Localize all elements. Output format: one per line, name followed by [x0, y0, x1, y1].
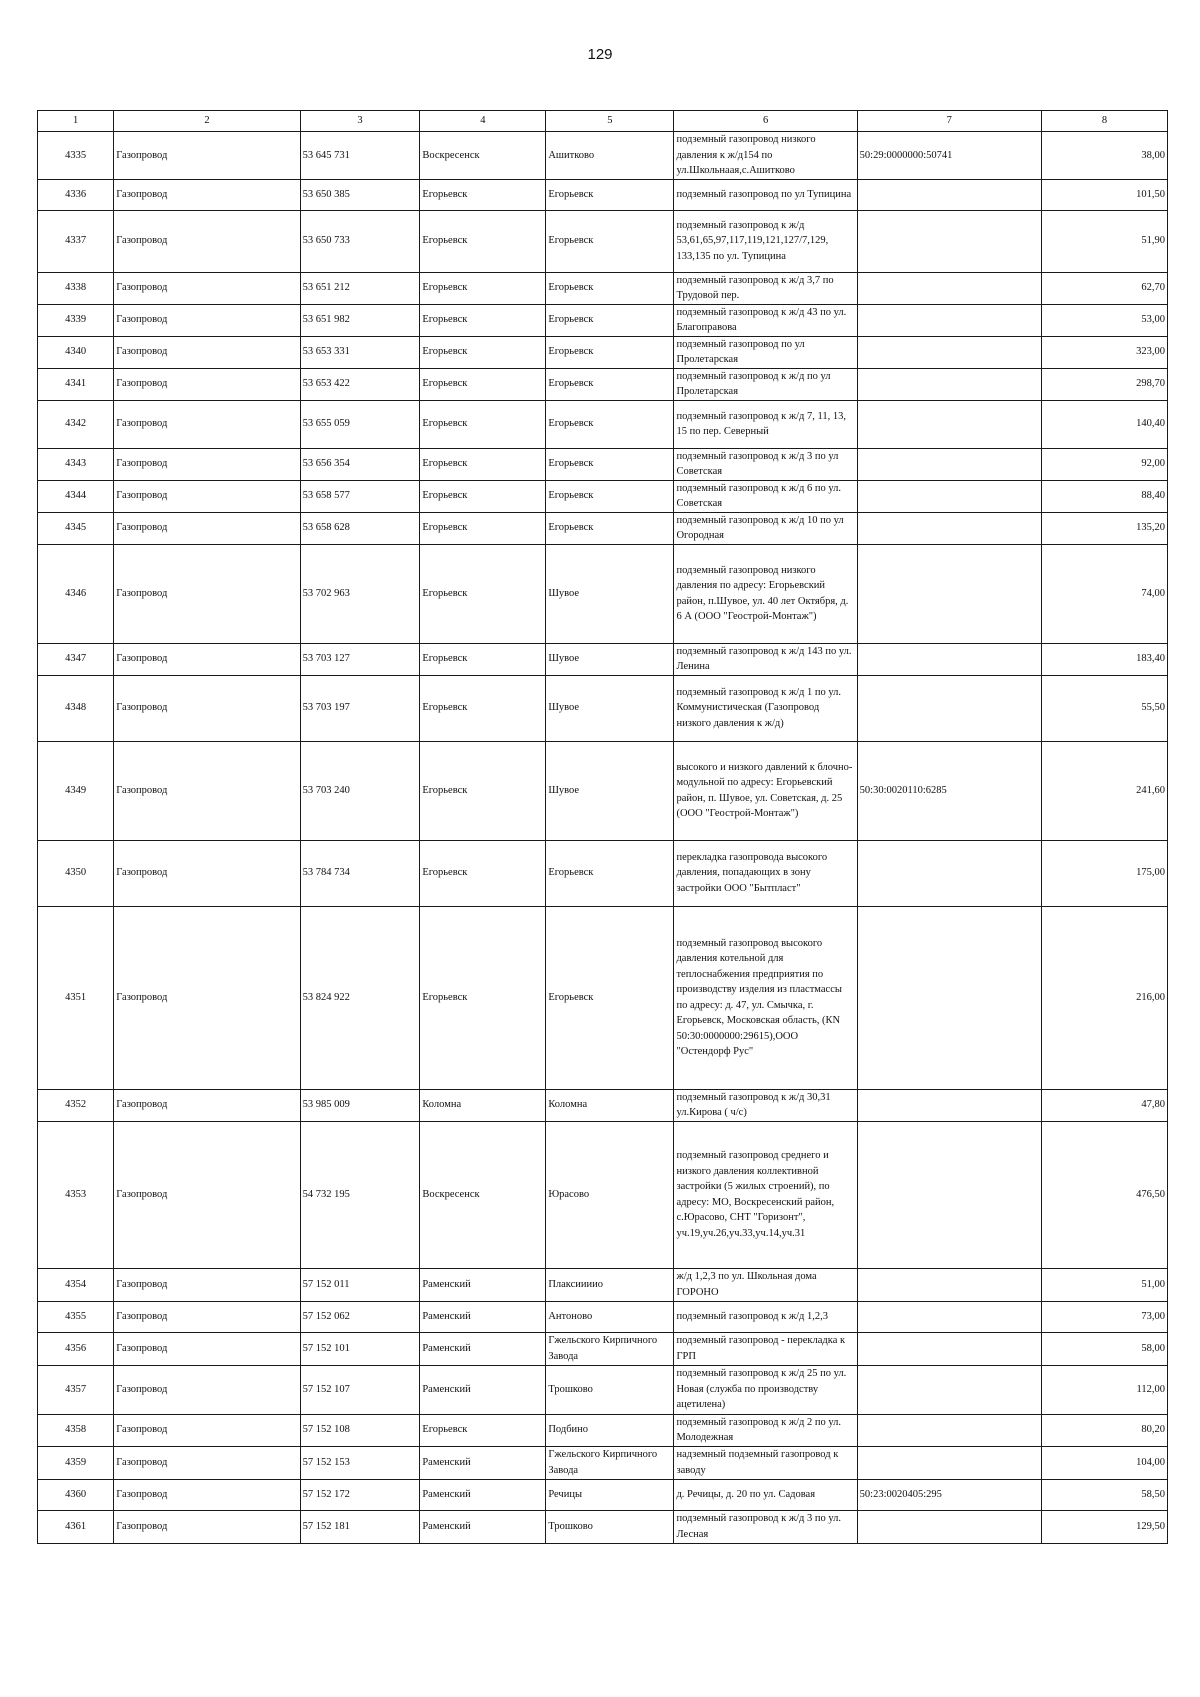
- locality-cell: Шувое: [546, 544, 674, 643]
- object-code-cell: 53 702 963: [300, 544, 420, 643]
- cadastral-number-cell: [857, 675, 1041, 741]
- row-number-cell: 4338: [38, 272, 114, 304]
- row-number-cell: 4347: [38, 643, 114, 675]
- object-code-cell: 57 152 172: [300, 1479, 420, 1510]
- locality-cell: Шувое: [546, 741, 674, 840]
- length-cell: 38,00: [1041, 132, 1167, 180]
- object-name-cell: Газопровод: [114, 448, 300, 480]
- cadastral-number-cell: [857, 1089, 1041, 1121]
- column-header-7: 7: [857, 111, 1041, 132]
- table-row: [38, 179, 1168, 210]
- description-cell: подземный газопровод к ж/д 43 по ул. Благоправова: [674, 304, 857, 336]
- object-code-cell: 53 653 331: [300, 336, 420, 368]
- length-cell: 88,40: [1041, 480, 1167, 512]
- district-cell: Егорьевск: [420, 1414, 546, 1446]
- object-code-cell: 53 658 577: [300, 480, 420, 512]
- object-code-cell: 53 651 212: [300, 272, 420, 304]
- table-row: [38, 1510, 1168, 1543]
- district-cell: Раменский: [420, 1301, 546, 1332]
- description-cell: подземный газопровод низкого давления к ж/д154 по ул.Школьнаая,с.Ашитково: [674, 132, 857, 180]
- row-number-cell: 4352: [38, 1089, 114, 1121]
- locality-cell: Егорьевск: [546, 400, 674, 448]
- row-number-cell: 4343: [38, 448, 114, 480]
- object-code-cell: 54 732 195: [300, 1121, 420, 1268]
- locality-cell: Егорьевск: [546, 448, 674, 480]
- table-row: [38, 1446, 1168, 1479]
- object-name-cell: Газопровод: [114, 512, 300, 544]
- district-cell: Раменский: [420, 1332, 546, 1365]
- object-name-cell: Газопровод: [114, 643, 300, 675]
- cadastral-number-cell: [857, 840, 1041, 906]
- locality-cell: Гжельского Кирпичного Завода: [546, 1332, 674, 1365]
- length-cell: 104,00: [1041, 1446, 1167, 1479]
- object-name-cell: Газопровод: [114, 400, 300, 448]
- district-cell: Егорьевск: [420, 840, 546, 906]
- cadastral-number-cell: [857, 643, 1041, 675]
- table-row: [38, 906, 1168, 1089]
- object-name-cell: Газопровод: [114, 336, 300, 368]
- length-cell: 62,70: [1041, 272, 1167, 304]
- description-cell: подземный газопровод к ж/д 53,61,65,97,117,119,121,127/7,129, 133,135 по ул. Тупицина: [674, 210, 857, 272]
- column-header-8: 8: [1041, 111, 1167, 132]
- table-row: [38, 480, 1168, 512]
- object-code-cell: 53 703 240: [300, 741, 420, 840]
- object-code-cell: 53 650 733: [300, 210, 420, 272]
- cadastral-number-cell: [857, 480, 1041, 512]
- object-name-cell: Газопровод: [114, 906, 300, 1089]
- cadastral-number-cell: 50:30:0020110:6285: [857, 741, 1041, 840]
- object-code-cell: 53 653 422: [300, 368, 420, 400]
- object-code-cell: 57 152 108: [300, 1414, 420, 1446]
- locality-cell: Шувое: [546, 675, 674, 741]
- description-cell: подземный газопровод - перекладка к ГРП: [674, 1332, 857, 1365]
- table-row: [38, 132, 1168, 180]
- column-header-5: 5: [546, 111, 674, 132]
- cadastral-number-cell: [857, 210, 1041, 272]
- cadastral-number-cell: [857, 1365, 1041, 1414]
- description-cell: подземный газопровод к ж/д 3 по ул Советская: [674, 448, 857, 480]
- object-name-cell: Газопровод: [114, 368, 300, 400]
- length-cell: 74,00: [1041, 544, 1167, 643]
- cadastral-number-cell: [857, 368, 1041, 400]
- row-number-cell: 4358: [38, 1414, 114, 1446]
- length-cell: 175,00: [1041, 840, 1167, 906]
- district-cell: Воскресенск: [420, 132, 546, 180]
- length-cell: 55,50: [1041, 675, 1167, 741]
- length-cell: 58,50: [1041, 1479, 1167, 1510]
- length-cell: 476,50: [1041, 1121, 1167, 1268]
- object-code-cell: 53 650 385: [300, 179, 420, 210]
- object-name-cell: Газопровод: [114, 1089, 300, 1121]
- length-cell: 73,00: [1041, 1301, 1167, 1332]
- row-number-cell: 4350: [38, 840, 114, 906]
- column-header-2: 2: [114, 111, 300, 132]
- locality-cell: Гжельского Кирпичного Завода: [546, 1446, 674, 1479]
- locality-cell: Егорьевск: [546, 368, 674, 400]
- description-cell: д. Речицы, д. 20 по ул. Садовая: [674, 1479, 857, 1510]
- row-number-cell: 4345: [38, 512, 114, 544]
- object-name-cell: Газопровод: [114, 480, 300, 512]
- table-row: [38, 304, 1168, 336]
- table-row: [38, 1268, 1168, 1301]
- district-cell: Егорьевск: [420, 512, 546, 544]
- district-cell: Коломна: [420, 1089, 546, 1121]
- description-cell: подземный газопровод к ж/д 1 по ул. Коммунистическая (Газопровод низкого давления к ж/д): [674, 675, 857, 741]
- locality-cell: Подбино: [546, 1414, 674, 1446]
- district-cell: Раменский: [420, 1268, 546, 1301]
- district-cell: Раменский: [420, 1510, 546, 1543]
- description-cell: подземный газопровод к ж/д 30,31 ул.Кирова ( ч/с): [674, 1089, 857, 1121]
- row-number-cell: 4361: [38, 1510, 114, 1543]
- table-row: [38, 1365, 1168, 1414]
- description-cell: подземный газопровод к ж/д 3,7 по Трудовой пер.: [674, 272, 857, 304]
- length-cell: 129,50: [1041, 1510, 1167, 1543]
- locality-cell: Егорьевск: [546, 480, 674, 512]
- cadastral-number-cell: [857, 1121, 1041, 1268]
- row-number-cell: 4340: [38, 336, 114, 368]
- table-row: [38, 1089, 1168, 1121]
- length-cell: 183,40: [1041, 643, 1167, 675]
- row-number-cell: 4357: [38, 1365, 114, 1414]
- cadastral-number-cell: [857, 544, 1041, 643]
- row-number-cell: 4336: [38, 179, 114, 210]
- table-row: [38, 1121, 1168, 1268]
- description-cell: высокого и низкого давлений к блочно-модульной по адресу: Егорьевский район, п. Шувое, ул. Советская, д. 25 (ООО "Геострой-Монтаж"): [674, 741, 857, 840]
- table-row: [38, 1414, 1168, 1446]
- length-cell: 51,90: [1041, 210, 1167, 272]
- district-cell: Егорьевск: [420, 675, 546, 741]
- district-cell: Егорьевск: [420, 480, 546, 512]
- object-code-cell: 53 655 059: [300, 400, 420, 448]
- description-cell: подземный газопровод к ж/д 6 по ул. Советская: [674, 480, 857, 512]
- object-name-cell: Газопровод: [114, 741, 300, 840]
- cadastral-number-cell: [857, 400, 1041, 448]
- object-code-cell: 53 645 731: [300, 132, 420, 180]
- district-cell: Егорьевск: [420, 210, 546, 272]
- object-code-cell: 53 651 982: [300, 304, 420, 336]
- row-number-cell: 4359: [38, 1446, 114, 1479]
- district-cell: Егорьевск: [420, 643, 546, 675]
- object-code-cell: 57 152 181: [300, 1510, 420, 1543]
- locality-cell: Речицы: [546, 1479, 674, 1510]
- district-cell: Егорьевск: [420, 400, 546, 448]
- object-name-cell: Газопровод: [114, 132, 300, 180]
- column-header-4: 4: [420, 111, 546, 132]
- object-code-cell: 57 152 101: [300, 1332, 420, 1365]
- cadastral-number-cell: [857, 1332, 1041, 1365]
- length-cell: 92,00: [1041, 448, 1167, 480]
- object-name-cell: Газопровод: [114, 210, 300, 272]
- district-cell: Воскресенск: [420, 1121, 546, 1268]
- description-cell: подземный газопровод к ж/д 10 по ул Огородная: [674, 512, 857, 544]
- object-name-cell: Газопровод: [114, 179, 300, 210]
- column-header-6: 6: [674, 111, 857, 132]
- object-code-cell: 53 985 009: [300, 1089, 420, 1121]
- row-number-cell: 4355: [38, 1301, 114, 1332]
- cadastral-number-cell: 50:23:0020405:295: [857, 1479, 1041, 1510]
- district-cell: Егорьевск: [420, 336, 546, 368]
- description-cell: надземный подземный газопровод к заводу: [674, 1446, 857, 1479]
- locality-cell: Коломна: [546, 1089, 674, 1121]
- object-code-cell: 57 152 153: [300, 1446, 420, 1479]
- cadastral-number-cell: 50:29:0000000:50741: [857, 132, 1041, 180]
- description-cell: подземный газопровод низкого давления по адресу: Егорьевский район, п.Шувое, ул. 40 лет Октября, д. 6 А (ООО "Геострой-Монтаж"): [674, 544, 857, 643]
- district-cell: Егорьевск: [420, 741, 546, 840]
- length-cell: 140,40: [1041, 400, 1167, 448]
- table-row: [38, 368, 1168, 400]
- locality-cell: Шувое: [546, 643, 674, 675]
- object-code-cell: 53 824 922: [300, 906, 420, 1089]
- cadastral-number-cell: [857, 304, 1041, 336]
- district-cell: Раменский: [420, 1365, 546, 1414]
- object-code-cell: 57 152 011: [300, 1268, 420, 1301]
- description-cell: подземный газопровод по ул Тупицина: [674, 179, 857, 210]
- length-cell: 101,50: [1041, 179, 1167, 210]
- cadastral-number-cell: [857, 906, 1041, 1089]
- object-name-cell: Газопровод: [114, 1414, 300, 1446]
- table-row: [38, 210, 1168, 272]
- object-name-cell: Газопровод: [114, 1121, 300, 1268]
- description-cell: перекладка газопровода высокого давления, попадающих в зону застройки ООО "Бытпласт": [674, 840, 857, 906]
- object-name-cell: Газопровод: [114, 304, 300, 336]
- district-cell: Егорьевск: [420, 304, 546, 336]
- length-cell: 80,20: [1041, 1414, 1167, 1446]
- length-cell: 241,60: [1041, 741, 1167, 840]
- description-cell: подземный газопровод к ж/д по ул Пролетарская: [674, 368, 857, 400]
- cadastral-number-cell: [857, 1446, 1041, 1479]
- description-cell: подземный газопровод по ул Пролетарская: [674, 336, 857, 368]
- district-cell: Раменский: [420, 1479, 546, 1510]
- district-cell: Егорьевск: [420, 544, 546, 643]
- description-cell: подземный газопровод высокого давления котельной для теплоснабжения предприятия по производству изделия из пластмассы по адресу: д. 47, ул. Смычка, г. Егорьевск, Московская область, (КN 50:30:0000000:29615),ООО "Остендорф Рус": [674, 906, 857, 1089]
- table-row: [38, 448, 1168, 480]
- description-cell: подземный газопровод среднего и низкого давления коллективной застройки (5 жилых строений), по адресу: МО, Воскресенский район, с.Юрасово, СНТ "Горизонт", уч.19,уч.26,уч.33,уч.14,уч.31: [674, 1121, 857, 1268]
- column-header-3: 3: [300, 111, 420, 132]
- locality-cell: Егорьевск: [546, 840, 674, 906]
- length-cell: 298,70: [1041, 368, 1167, 400]
- row-number-cell: 4360: [38, 1479, 114, 1510]
- cadastral-number-cell: [857, 179, 1041, 210]
- locality-cell: Егорьевск: [546, 210, 674, 272]
- object-name-cell: Газопровод: [114, 1446, 300, 1479]
- table-row: [38, 272, 1168, 304]
- district-cell: Егорьевск: [420, 448, 546, 480]
- row-number-cell: 4341: [38, 368, 114, 400]
- locality-cell: Юрасово: [546, 1121, 674, 1268]
- object-name-cell: Газопровод: [114, 1510, 300, 1543]
- object-code-cell: 53 784 734: [300, 840, 420, 906]
- table-row: [38, 840, 1168, 906]
- cadastral-number-cell: [857, 448, 1041, 480]
- length-cell: 135,20: [1041, 512, 1167, 544]
- object-code-cell: 53 656 354: [300, 448, 420, 480]
- locality-cell: Егорьевск: [546, 179, 674, 210]
- object-name-cell: Газопровод: [114, 1268, 300, 1301]
- table-row: [38, 741, 1168, 840]
- cadastral-number-cell: [857, 336, 1041, 368]
- district-cell: Егорьевск: [420, 179, 546, 210]
- locality-cell: Егорьевск: [546, 336, 674, 368]
- object-code-cell: 57 152 062: [300, 1301, 420, 1332]
- row-number-cell: 4342: [38, 400, 114, 448]
- length-cell: 58,00: [1041, 1332, 1167, 1365]
- length-cell: 112,00: [1041, 1365, 1167, 1414]
- length-cell: 323,00: [1041, 336, 1167, 368]
- table-row: [38, 336, 1168, 368]
- row-number-cell: 4339: [38, 304, 114, 336]
- table-row: [38, 1332, 1168, 1365]
- description-cell: подземный газопровод к ж/д 143 по ул. Ленина: [674, 643, 857, 675]
- object-name-cell: Газопровод: [114, 544, 300, 643]
- cadastral-number-cell: [857, 1510, 1041, 1543]
- description-cell: подземный газопровод к ж/д 7, 11, 13, 15 по пер. Северный: [674, 400, 857, 448]
- table-header-row: [38, 111, 1168, 132]
- object-name-cell: Газопровод: [114, 1479, 300, 1510]
- page-number: 129: [587, 46, 613, 63]
- length-cell: 216,00: [1041, 906, 1167, 1089]
- table-row: [38, 1301, 1168, 1332]
- length-cell: 51,00: [1041, 1268, 1167, 1301]
- description-cell: подземный газопровод к ж/д 1,2,3: [674, 1301, 857, 1332]
- object-name-cell: Газопровод: [114, 1301, 300, 1332]
- cadastral-number-cell: [857, 1301, 1041, 1332]
- row-number-cell: 4351: [38, 906, 114, 1089]
- district-cell: Егорьевск: [420, 906, 546, 1089]
- object-code-cell: 53 658 628: [300, 512, 420, 544]
- row-number-cell: 4337: [38, 210, 114, 272]
- length-cell: 53,00: [1041, 304, 1167, 336]
- cadastral-number-cell: [857, 1414, 1041, 1446]
- locality-cell: Егорьевск: [546, 906, 674, 1089]
- table-row: [38, 675, 1168, 741]
- table-row: [38, 643, 1168, 675]
- cadastral-number-cell: [857, 272, 1041, 304]
- description-cell: подземный газопровод к ж/д 25 по ул. Новая (служба по производству ацетилена): [674, 1365, 857, 1414]
- locality-cell: Егорьевск: [546, 304, 674, 336]
- object-name-cell: Газопровод: [114, 1332, 300, 1365]
- locality-cell: Трошково: [546, 1510, 674, 1543]
- locality-cell: Трошково: [546, 1365, 674, 1414]
- district-cell: Раменский: [420, 1446, 546, 1479]
- object-name-cell: Газопровод: [114, 272, 300, 304]
- cadastral-number-cell: [857, 1268, 1041, 1301]
- row-number-cell: 4344: [38, 480, 114, 512]
- district-cell: Егорьевск: [420, 368, 546, 400]
- description-cell: подземный газопровод к ж/д 3 по ул. Лесная: [674, 1510, 857, 1543]
- object-name-cell: Газопровод: [114, 675, 300, 741]
- locality-cell: Егорьевск: [546, 272, 674, 304]
- object-name-cell: Газопровод: [114, 840, 300, 906]
- table-row: [38, 544, 1168, 643]
- row-number-cell: 4335: [38, 132, 114, 180]
- table-row: [38, 1479, 1168, 1510]
- locality-cell: Антоново: [546, 1301, 674, 1332]
- description-cell: ж/д 1,2,3 по ул. Школьная дома ГОРОНО: [674, 1268, 857, 1301]
- cadastral-number-cell: [857, 512, 1041, 544]
- locality-cell: Ашитково: [546, 132, 674, 180]
- object-name-cell: Газопровод: [114, 1365, 300, 1414]
- locality-cell: Плаксиииио: [546, 1268, 674, 1301]
- table-row: [38, 512, 1168, 544]
- locality-cell: Егорьевск: [546, 512, 674, 544]
- object-code-cell: 53 703 197: [300, 675, 420, 741]
- row-number-cell: 4353: [38, 1121, 114, 1268]
- registry-table: [37, 110, 1168, 1544]
- length-cell: 47,80: [1041, 1089, 1167, 1121]
- row-number-cell: 4349: [38, 741, 114, 840]
- description-cell: подземный газопровод к ж/д 2 по ул. Молодежная: [674, 1414, 857, 1446]
- row-number-cell: 4348: [38, 675, 114, 741]
- object-code-cell: 53 703 127: [300, 643, 420, 675]
- table-row: [38, 400, 1168, 448]
- district-cell: Егорьевск: [420, 272, 546, 304]
- row-number-cell: 4356: [38, 1332, 114, 1365]
- row-number-cell: 4346: [38, 544, 114, 643]
- column-header-1: 1: [38, 111, 114, 132]
- row-number-cell: 4354: [38, 1268, 114, 1301]
- object-code-cell: 57 152 107: [300, 1365, 420, 1414]
